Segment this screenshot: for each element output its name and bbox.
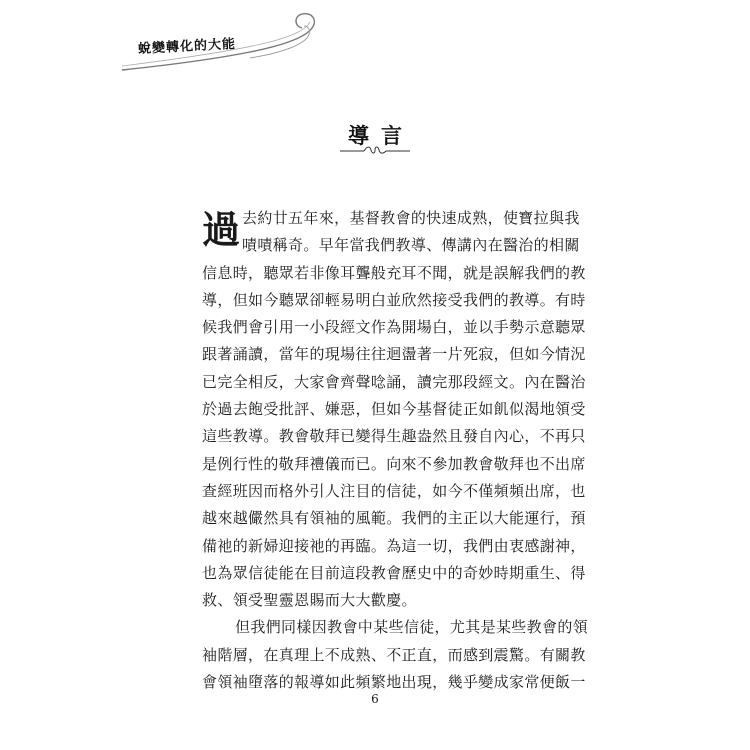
text-line: 也為眾信徒能在目前這段教會歷史中的奇妙時期重生、得 xyxy=(202,563,586,582)
text-line: 信息時，聽眾若非像耳聾般充耳不聞，就是誤解我們的教 xyxy=(202,263,586,282)
text-line: 備祂的新婦迎接祂的再臨。為這一切，我們由衷感謝神， xyxy=(202,536,586,555)
page-number: 6 xyxy=(371,692,379,706)
text-line: 越來越儼然具有領袖的風範。我們的主正以大能運行，預 xyxy=(202,509,586,528)
text-line: 是例行性的敬拜禮儀而已。向來不參加教會敬拜也不出席 xyxy=(202,454,586,473)
chapter-title: 導言 xyxy=(348,124,414,148)
running-header-title: 蛻變轉化的大能 xyxy=(137,36,237,57)
title-underline-ornament-icon xyxy=(340,144,410,158)
running-header xyxy=(100,8,330,80)
text-line: 但我們同樣因教會中某些信徒，尤其是某些教會的領 xyxy=(235,618,589,637)
text-line: 嘖嘖稱奇。早年當我們教導、傳講內在醫治的相關 xyxy=(242,236,580,255)
text-line: 跟著誦讀，當年的現場往往迴盪著一片死寂，但如今情況 xyxy=(202,345,586,364)
text-line: 導，但如今聽眾卻輕易明白並欣然接受我們的教導。有時 xyxy=(202,290,586,309)
text-line: 於過去飽受批評、嫌惡，但如今基督徒正如飢似渴地領受 xyxy=(202,400,586,419)
text-line: 查經班因而格外引人注目的信徒，如今不僅頻頻出席，也 xyxy=(202,481,586,500)
text-line: 候我們會引用一小段經文作為開場白，並以手勢示意聽眾 xyxy=(202,318,586,337)
drop-cap: 過 xyxy=(202,207,241,252)
text-line: 救、領受聖靈恩賜而大大歡慶。 xyxy=(202,591,417,610)
text-line: 這些教導。教會敬拜已變得生趣盎然且發自內心，不再只 xyxy=(202,427,586,446)
text-line: 去約廿五年來，基督教會的快速成熟，使寶拉與我 xyxy=(242,209,580,227)
text-line: 已完全相反，大家會齊聲唸誦，讀完那段經文。內在醫治 xyxy=(202,372,586,391)
body-text xyxy=(202,205,589,696)
text-line: 會領袖墮落的報導如此頻繁地出現，幾乎變成家常便飯一 xyxy=(202,673,586,692)
text-line: 袖階層，在真理上不成熟、不正直，而感到震驚。有關教 xyxy=(202,645,586,664)
